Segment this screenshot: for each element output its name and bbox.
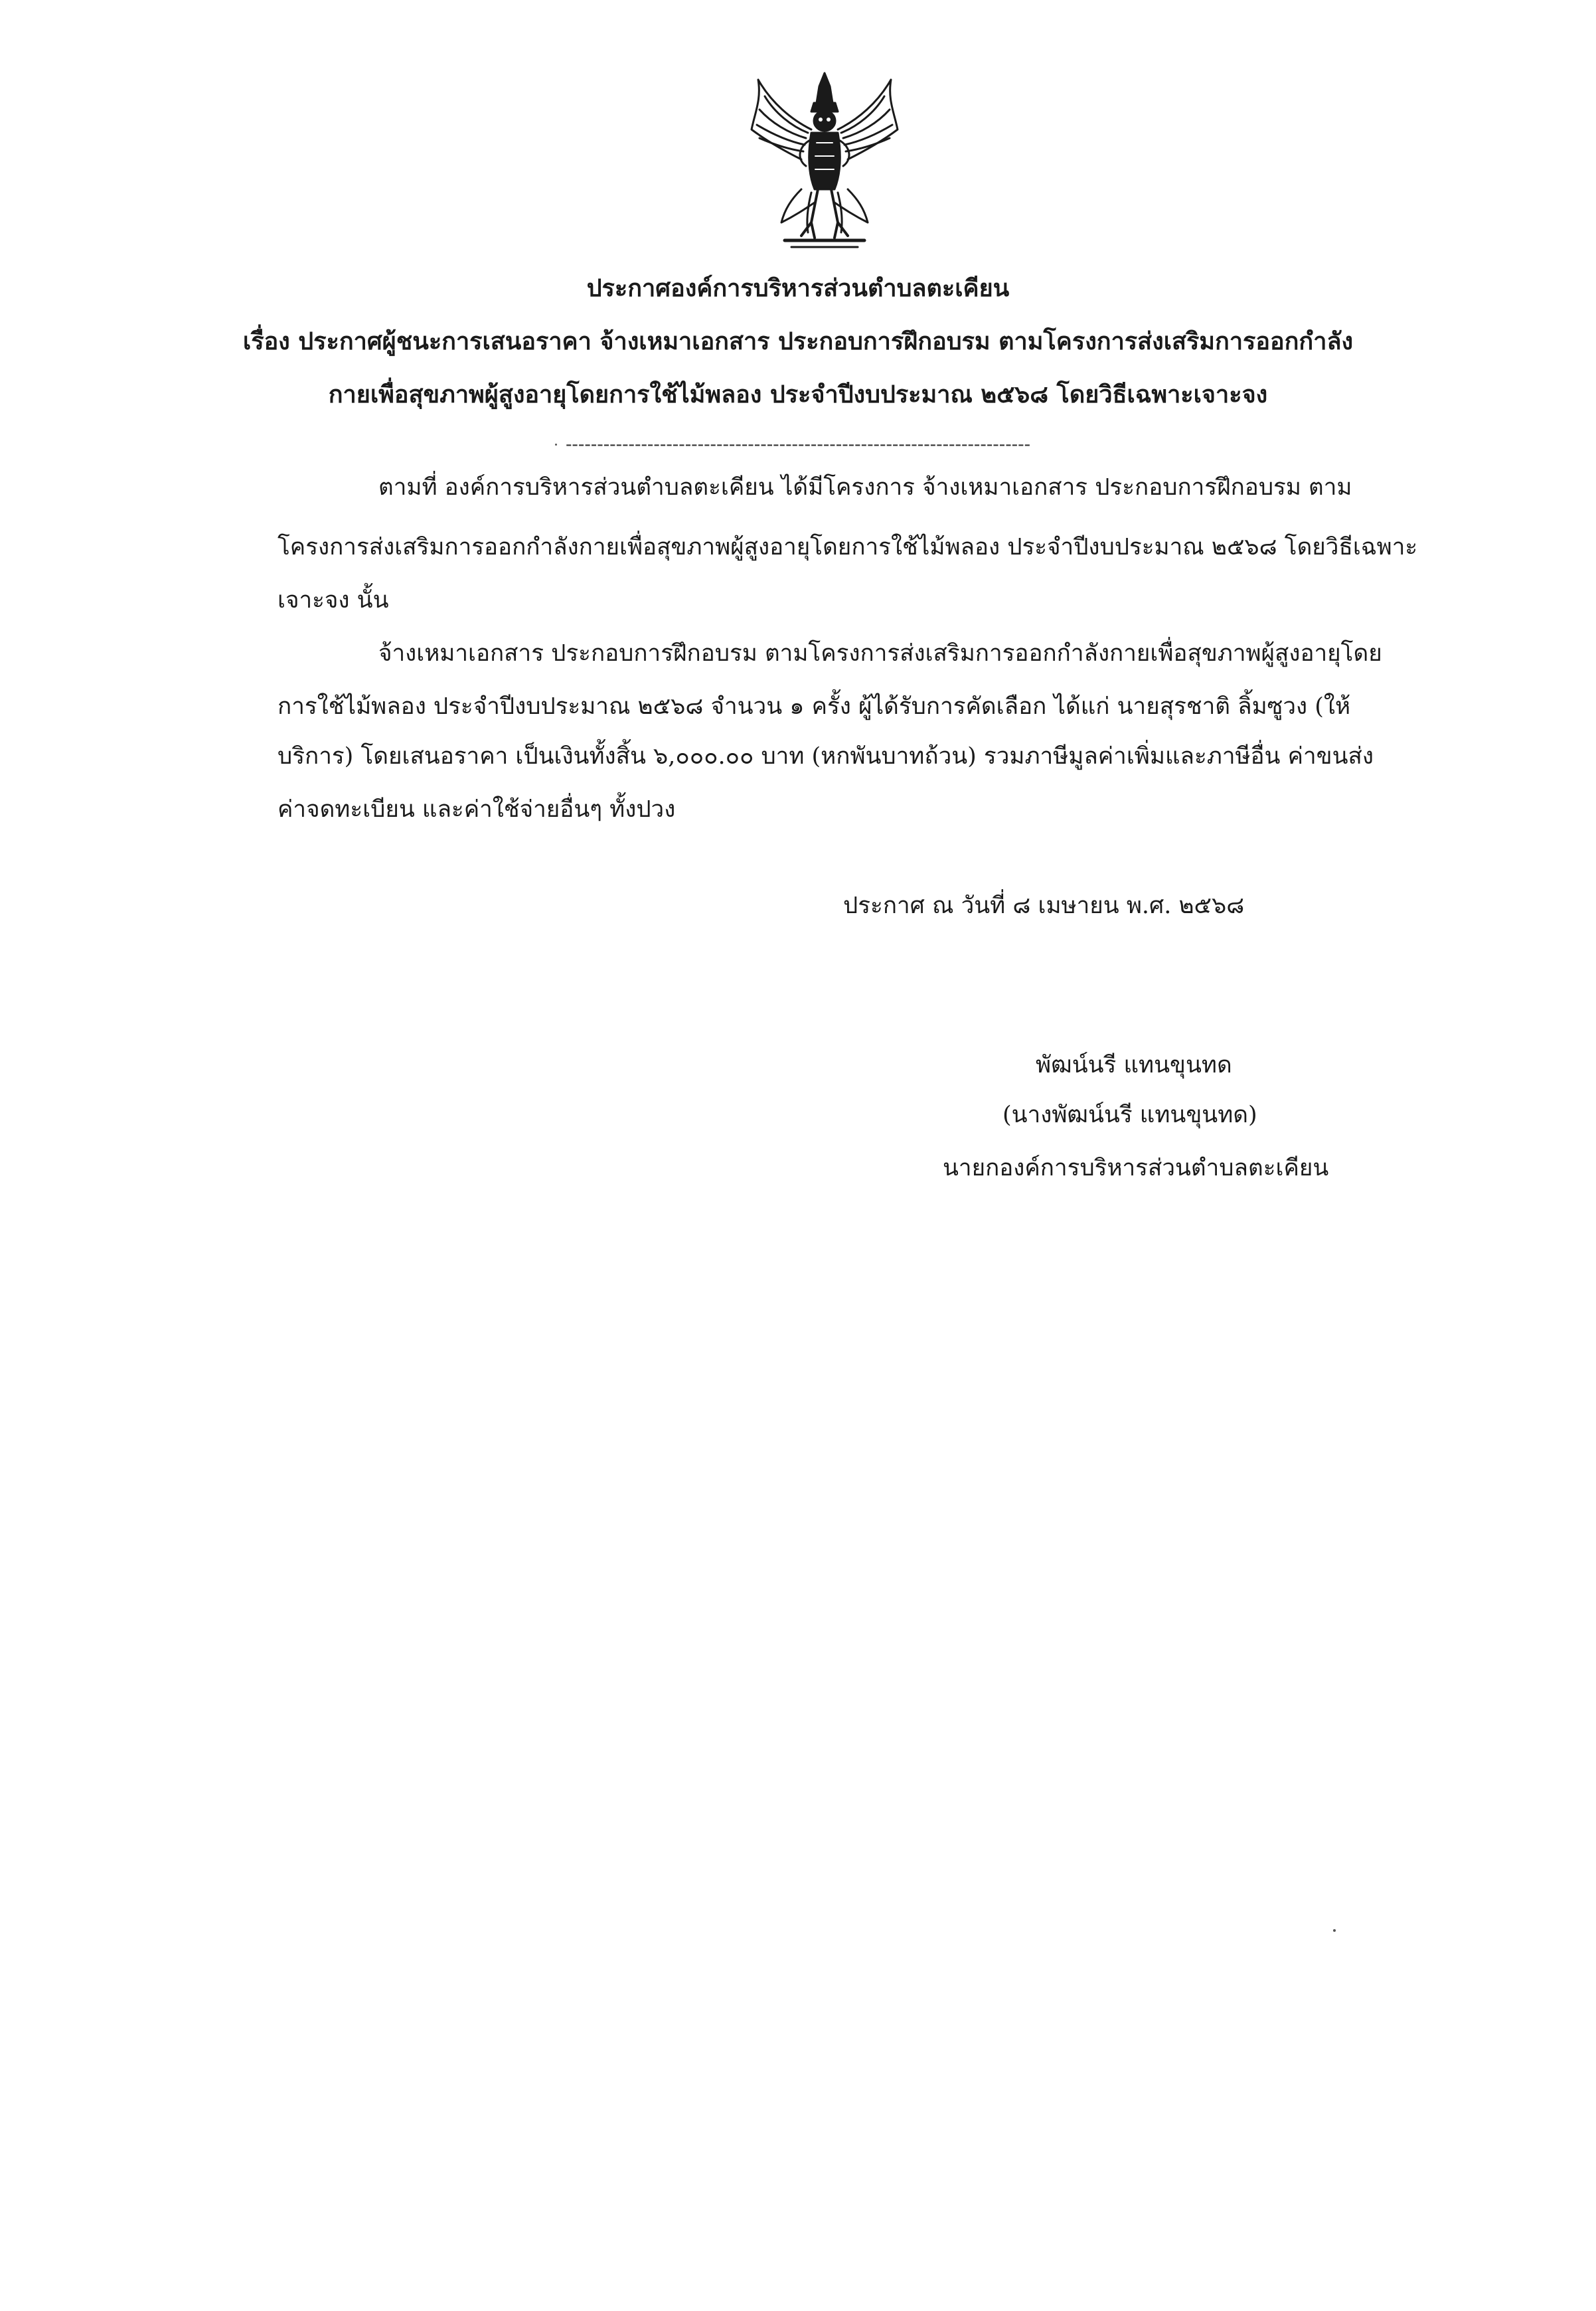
scan-speck xyxy=(1333,1929,1336,1932)
scan-speck xyxy=(555,444,557,446)
paragraph-1-line-3: เจาะจง นั้น xyxy=(278,587,389,614)
garuda-emblem-icon xyxy=(745,66,904,256)
paragraph-2-line-1: จ้างเหมาเอกสาร ประกอบการฝึกอบรม ตามโครงการส่งเสริมการออกกำลังกายเพื่อสุขภาพผู้สูงอายุโดย xyxy=(378,640,1382,667)
document-title: ประกาศองค์การบริหารส่วนตำบลตะเคียน xyxy=(586,274,1010,302)
separator-line: -------------------------------------------------------------------------- xyxy=(565,433,1031,455)
document-subject-line-1: เรื่อง ประกาศผู้ชนะการเสนอราคา จ้างเหมาเอกสาร ประกอบการฝึกอบรม ตามโครงการส่งเสริมการออกกำลัง xyxy=(242,327,1354,355)
announcement-date: ประกาศ ณ วันที่ ๘ เมษายน พ.ศ. ๒๕๖๘ xyxy=(843,893,1245,919)
paragraph-1-line-1: ตามที่ องค์การบริหารส่วนตำบลตะเคียน ได้มีโครงการ จ้างเหมาเอกสาร ประกอบการฝึกอบรม ตาม xyxy=(378,474,1352,501)
signature-name: พัฒน์นรี แทนขุนทด xyxy=(1036,1052,1232,1078)
paragraph-2-line-3: บริการ) โดยเสนอราคา เป็นเงินทั้งสิ้น ๖,๐๐๐.๐๐ บาท (หกพันบาทถ้วน) รวมภาษีมูลค่าเพิ่มและภาษีอื่น ค่าขนส่ง xyxy=(278,743,1374,770)
signatory-full-name: (นางพัฒน์นรี แทนขุนทด) xyxy=(1002,1102,1257,1128)
paragraph-1-line-2: โครงการส่งเสริมการออกกำลังกายเพื่อสุขภาพผู้สูงอายุโดยการใช้ไม้พลอง ประจำปีงบประมาณ ๒๕๖๘ โดยวิธีเฉพาะ xyxy=(278,534,1418,560)
paragraph-2-line-2: การใช้ไม้พลอง ประจำปีงบประมาณ ๒๕๖๘ จำนวน ๑ ครั้ง ผู้ได้รับการคัดเลือก ได้แก่ นายสุรชาติ ลิ้มซูวง (ให้ xyxy=(278,693,1351,720)
document-subject-line-2: กายเพื่อสุขภาพผู้สูงอายุโดยการใช้ไม้พลอง ประจำปีงบประมาณ ๒๕๖๘ โดยวิธีเฉพาะเจาะจง xyxy=(328,381,1268,408)
signatory-position: นายกองค์การบริหารส่วนตำบลตะเคียน xyxy=(943,1155,1329,1181)
paragraph-2-line-4: ค่าจดทะเบียน และค่าใช้จ่ายอื่นๆ ทั้งปวง xyxy=(278,796,676,823)
